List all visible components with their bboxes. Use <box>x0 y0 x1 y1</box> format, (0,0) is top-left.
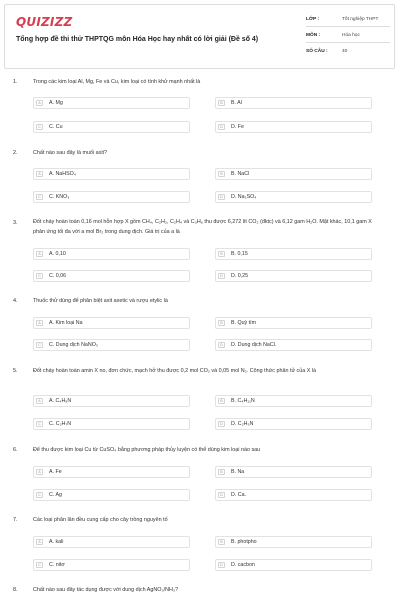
option-text: C. Ag <box>49 492 62 498</box>
option-letter: C <box>36 421 43 427</box>
question-text: Thuốc thử dùng để phân biệt axit axetic và rượu etylic là <box>33 298 168 304</box>
option-letter: D <box>218 562 225 568</box>
option-d[interactable] <box>215 191 372 203</box>
question-number: 1. <box>13 79 18 85</box>
option-letter: B <box>218 469 225 475</box>
option-letter: B <box>218 398 225 404</box>
option-c[interactable] <box>33 191 190 203</box>
question-text: Đốt cháy hoàn toàn amin X no, đơn chức, mạch hở thu được 0,2 mol CO₂ và 0,05 mol N₂. Công thức phân tử của X là <box>33 368 317 374</box>
option-text: C. Dung dịch NaNO₃ <box>49 342 98 348</box>
option-text: D. Dung dịch NaCl. <box>231 342 277 348</box>
meta-class-label: LỚP : <box>306 17 320 22</box>
document-header <box>4 4 395 69</box>
option-letter: C <box>36 342 43 348</box>
option-letter: D <box>218 421 225 427</box>
option-text: A. C₄H₉N <box>49 398 72 404</box>
option-letter: C <box>36 562 43 568</box>
option-letter: B <box>218 100 225 106</box>
option-d[interactable] <box>215 559 372 571</box>
option-c[interactable] <box>33 418 190 430</box>
option-letter: A <box>36 320 43 326</box>
option-letter: D <box>218 342 225 348</box>
question-text: Để thu được kim loại Cu từ CuSO₄ bằng phương pháp thủy luyện có thể dùng kim loại nào sau <box>33 447 261 453</box>
option-b[interactable] <box>215 248 372 260</box>
question-number: 4. <box>13 298 18 304</box>
option-letter: B <box>218 320 225 326</box>
option-text: A. Fe <box>49 469 62 475</box>
option-text: A. NaHSO₄ <box>49 171 76 177</box>
option-d[interactable] <box>215 270 372 282</box>
option-letter: C <box>36 124 43 130</box>
option-letter: B <box>218 171 225 177</box>
meta-class-value: Tốt nghiệp THPT <box>342 17 379 22</box>
option-c[interactable] <box>33 489 190 501</box>
option-text: A. Kim loại Na <box>49 320 83 326</box>
question-number: 2. <box>13 150 18 156</box>
option-b[interactable] <box>215 97 372 109</box>
option-a[interactable] <box>33 466 190 478</box>
option-b[interactable] <box>215 395 372 407</box>
option-text: D. Fe <box>231 124 244 130</box>
option-d[interactable] <box>215 339 372 351</box>
document-title: Tổng hợp đề thi thử THPTQG môn Hóa Học hay nhất có lời giải (Đề số 4) <box>16 36 259 43</box>
question-number: 8. <box>13 587 18 593</box>
question-number: 6. <box>13 447 18 453</box>
question-number: 3. <box>13 220 18 226</box>
option-letter: A <box>36 100 43 106</box>
question-text: Các loại phân lân đều cung cấp cho cây trồng nguyên tố <box>33 517 168 523</box>
option-b[interactable] <box>215 168 372 180</box>
option-letter: A <box>36 171 43 177</box>
option-a[interactable] <box>33 97 190 109</box>
option-text: B. Quỳ tím <box>231 320 257 326</box>
option-text: B. NaCl <box>231 171 250 177</box>
option-c[interactable] <box>33 121 190 133</box>
option-letter: C <box>36 492 43 498</box>
option-text: C. KNO₃ <box>49 194 70 200</box>
meta-count-value: 40 <box>342 49 348 54</box>
option-text: D. Na₂SO₄ <box>231 194 257 200</box>
question-number: 7. <box>13 517 18 523</box>
option-text: B. Na <box>231 469 245 475</box>
option-text: D. Ca. <box>231 492 247 498</box>
question-text: Chất nào sau đây là muối axit? <box>33 150 108 156</box>
meta-divider <box>306 42 390 43</box>
option-letter: D <box>218 492 225 498</box>
meta-divider <box>306 26 390 27</box>
question-text: Đốt cháy hoàn toàn 0,16 mol hỗn hợp X gồm CH₄, C₂H₂, C₂H₄ và C₃H₆ thu được 6,272 lít CO₂ (đktc) và 6,12 gam H₂O. Mặt khác, 10,1 gam X phản ứng tối đa với a mol Br₂ trong dung dịch. Giá trị của a là <box>33 219 372 235</box>
option-a[interactable] <box>33 248 190 260</box>
option-text: C. 0,06 <box>49 273 67 279</box>
meta-subject-label: MÔN : <box>306 33 321 38</box>
option-text: B. Al <box>231 100 242 106</box>
option-letter: A <box>36 398 43 404</box>
option-letter: A <box>36 251 43 257</box>
option-letter: A <box>36 539 43 545</box>
option-b[interactable] <box>215 317 372 329</box>
option-a[interactable] <box>33 395 190 407</box>
option-text: D. 0,25 <box>231 273 249 279</box>
option-letter: D <box>218 194 225 200</box>
option-text: D. C₂H₅N <box>231 421 254 427</box>
option-text: A. 0,10 <box>49 251 66 257</box>
option-letter: A <box>36 469 43 475</box>
option-a[interactable] <box>33 317 190 329</box>
option-text: C. Cu <box>49 124 63 130</box>
option-d[interactable] <box>215 418 372 430</box>
question-number: 5. <box>13 368 18 374</box>
option-a[interactable] <box>33 536 190 548</box>
option-letter: D <box>218 273 225 279</box>
option-d[interactable] <box>215 489 372 501</box>
option-text: B. C₄H₁₁N <box>231 398 255 404</box>
option-letter: D <box>218 124 225 130</box>
option-b[interactable] <box>215 466 372 478</box>
option-text: B. photpho <box>231 539 257 545</box>
option-d[interactable] <box>215 121 372 133</box>
option-text: B. 0,15 <box>231 251 248 257</box>
meta-subject-value: Hóa học <box>342 33 360 38</box>
option-text: C. nitơ <box>49 562 65 568</box>
option-a[interactable] <box>33 168 190 180</box>
option-c[interactable] <box>33 270 190 282</box>
option-letter: C <box>36 194 43 200</box>
quizizz-logo: QUIZIZZ <box>16 15 73 29</box>
option-text: A. Mg <box>49 100 63 106</box>
option-c[interactable] <box>33 559 190 571</box>
meta-count-label: SỐ CÂU : <box>306 49 328 54</box>
option-text: A. kali <box>49 539 64 545</box>
option-text: C. C₂H₇N <box>49 421 72 427</box>
option-c[interactable] <box>33 339 190 351</box>
option-b[interactable] <box>215 536 372 548</box>
option-letter: B <box>218 251 225 257</box>
option-letter: B <box>218 539 225 545</box>
question-text: Chất nào sau đây tác dụng được với dung dịch AgNO₃/NH₃? <box>33 587 179 593</box>
option-text: D. cacbon <box>231 562 255 568</box>
option-letter: C <box>36 273 43 279</box>
question-text: Trong các kim loại Al, Mg, Fe và Cu, kim loại có tính khử mạnh nhất là <box>33 79 201 85</box>
